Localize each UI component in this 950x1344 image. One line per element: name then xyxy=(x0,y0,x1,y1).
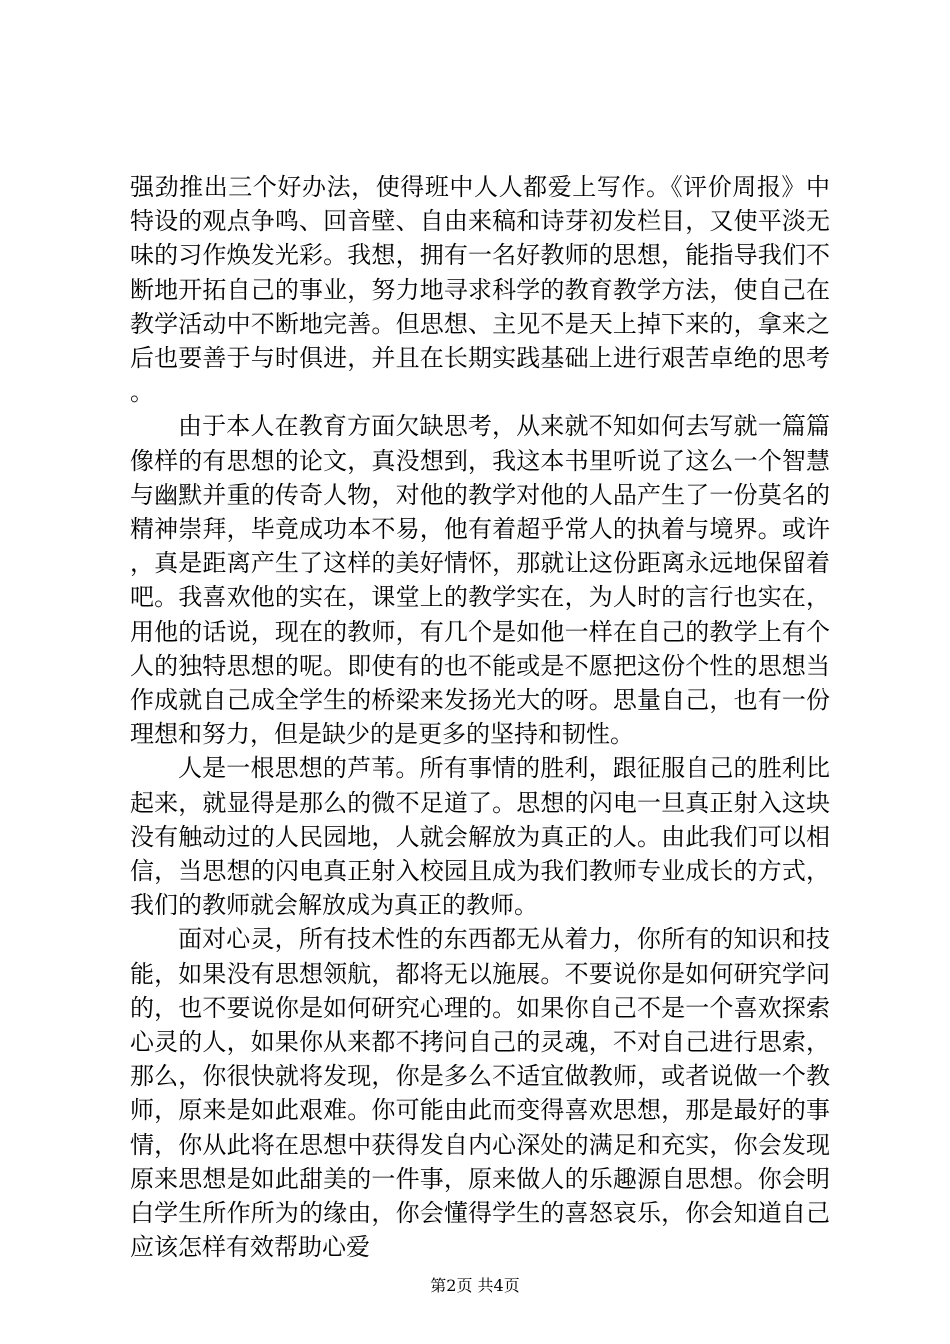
paragraph-4: 面对心灵，所有技术性的东西都无从着力，你所有的知识和技能，如果没有思想领航，都将无以施展。不要说你是如何研究学问的，也不要说你是如何研究心理的。如果你自己不是一个喜欢探索心灵的人，如果你从来都不拷问自己的灵魂，不对自己进行思索，那么，你很快就将发现，你是多么不适宜做教师，或者说做一个教师，原来是如此艰难。你可能由此而变得喜欢思想，那是最好的事情，你从此将在思想中获得发自内心深处的满足和充实，你会发现原来思想是如此甜美的一件事，原来做人的乐趣源自思想。你会明白学生所作所为的缘由，你会懂得学生的喜怒哀乐，你会知道自己应该怎样有效帮助心爱 xyxy=(130,925,830,1262)
paragraph-2: 由于本人在教育方面欠缺思考，从来就不知如何去写就一篇篇像样的有思想的论文，真没想到，我这本书里听说了这么一个智慧与幽默并重的传奇人物，对他的教学对他的人品产生了一份莫名的精神崇拜，毕竟成功本不易，他有着超乎常人的执着与境界。或许，真是距离产生了这样的美好情怀，那就让这份距离永远地保留着吧。我喜欢他的实在，课堂上的教学实在，为人时的言行也实在，用他的话说，现在的教师，有几个是如他一样在自己的教学上有个人的独特思想的呢。即使有的也不能或是不愿把这份个性的思想当作成就自己成全学生的桥梁来发扬光大的呀。思量自己，也有一份理想和努力，但是缺少的是更多的坚持和韧性。 xyxy=(130,412,830,749)
paragraph-1: 强劲推出三个好办法，使得班中人人都爱上写作。《评价周报》中特设的观点争鸣、回音壁、自由来稿和诗芽初发栏目，又使平淡无味的习作焕发光彩。我想，拥有一名好教师的思想，能指导我们不断地开拓自己的事业，努力地寻求科学的教育教学方法，使自己在教学活动中不断地完善。但思想、主见不是天上掉下来的，拿来之后也要善于与时俱进，并且在长期实践基础上进行艰苦卓绝的思考。 xyxy=(130,173,830,407)
paragraph-3: 人是一根思想的芦苇。所有事情的胜利，跟征服自己的胜利比起来，就显得是那么的微不足道了。思想的闪电一旦真正射入这块没有触动过的人民园地，人就会解放为真正的人。由此我们可以相信，当思想的闪电真正射入校园且成为我们教师专业成长的方式，我们的教师就会解放成为真正的教师。 xyxy=(130,754,830,920)
document-body xyxy=(130,170,830,1265)
page-footer: 第2页 共4页 xyxy=(430,1276,520,1295)
